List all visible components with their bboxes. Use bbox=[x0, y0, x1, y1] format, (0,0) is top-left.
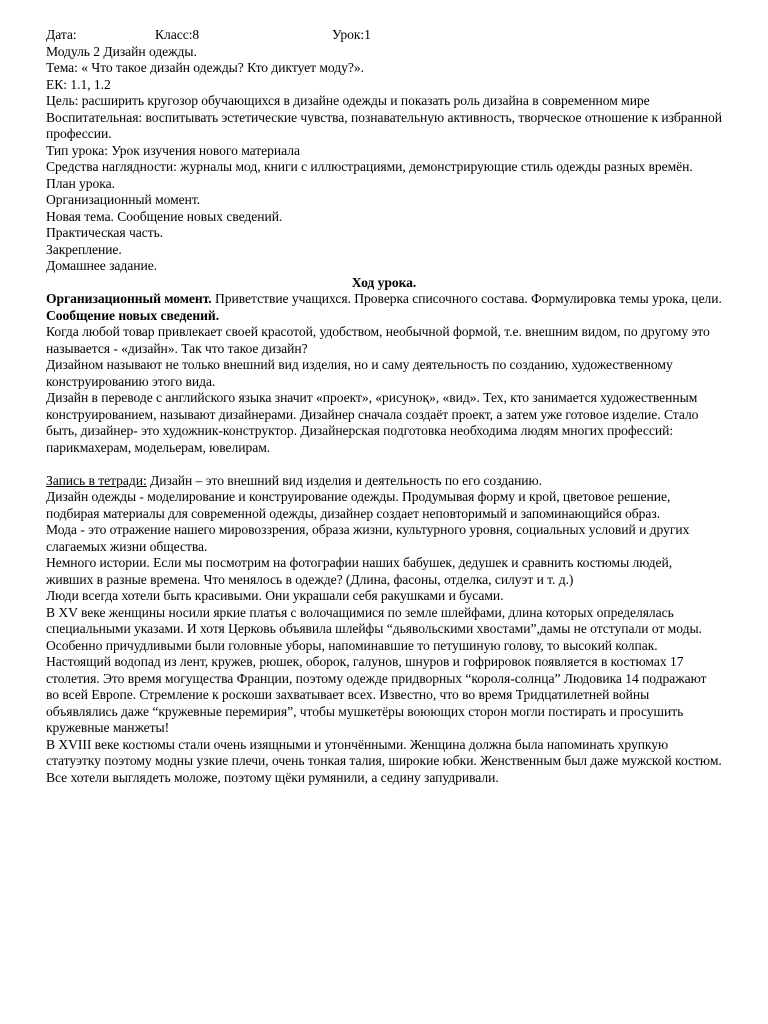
meta-line: Новая тема. Сообщение новых сведений. bbox=[46, 208, 283, 224]
paragraph: Особенно причудливыми были головные уборы, напоминавшие то петушиную голову, то высокий колпак. bbox=[46, 637, 658, 653]
paragraph: Настоящий водопад из лент, кружев, рюшек, оборок, галунов, шнуров и гофрировок появляется в костюмах 17 столетия. Это время могущества Франции, поэтому одежде придворных “короля-солнца” Людовика 14 подражают во всей Европе. Стремление к роскоши захватывает всех. Известно, что во время Тридцатилетней войны объявлялись даже “кружевные перемирия”, чтобы мушкетёры воюющих сторон могли постирать и просушить кружевные манжеты! bbox=[46, 654, 707, 735]
notebook-label: Запись в тетради: bbox=[46, 472, 147, 488]
meta-line: Тип урока: Урок изучения нового материала bbox=[46, 142, 300, 158]
meta-line: Средства наглядности: журналы мод, книги с иллюстрациями, демонстрирующие стиль одежды разных времён. bbox=[46, 159, 693, 174]
document-page bbox=[46, 27, 722, 786]
meta-block bbox=[46, 44, 722, 275]
class-label: Класс:8 bbox=[155, 27, 200, 42]
paragraph: Дизайном называют не только внешний вид изделия, но и саму деятельность по созданию, художественному конструированию этого вида. bbox=[46, 357, 673, 389]
meta-line: Домашнее задание. bbox=[46, 258, 158, 273]
paragraph: В XVIII веке костюмы стали очень изящными и утончёнными. Женщина должна была напоминать хрупкую статуэтку поэтому модны узкие плечи, очень тонкая талия, широкие юбки. Женственным был даже мужской костюм. Все хотели выглядеть моложе, поэтому щёки румянили, а седину запудривали. bbox=[46, 736, 722, 785]
meta-line: ЕК: 1.1, 1.2 bbox=[46, 76, 111, 92]
new-info-heading: Сообщение новых сведений. bbox=[46, 307, 220, 323]
org-moment-text: Приветствие учащихся. Проверка списочного состава. Формулировка темы урока, цели. bbox=[211, 291, 722, 306]
course-heading: Ход урока. bbox=[351, 274, 417, 290]
meta-line: План урока. bbox=[46, 175, 115, 191]
paragraph: Дизайн одежды - моделирование и конструирование одежды. Продумывая форму и крой, цветовое решение, подбирая материалы для современной одежды, дизайнер создает неповторимый и запоминающийся образ. bbox=[46, 489, 671, 521]
date-label: Дата: bbox=[46, 27, 77, 42]
meta-line: Цель: расширить кругозор обучающихся в дизайне одежды и показать роль дизайна в современном мире bbox=[46, 93, 650, 108]
org-moment-paragraph bbox=[46, 291, 722, 308]
notebook-paragraph bbox=[46, 473, 722, 490]
paragraph: В XV веке женщины носили яркие платья с волочащимися по земле шлейфами, длина которых определялась специальными указами. И хотя Церковь объявила шлейфы “дьявольскими хвостами”,дамы не отступали от моды. bbox=[46, 604, 702, 636]
paragraph: Немного истории. Если мы посмотрим на фотографии наших бабушек, дедушек и сравнить костюмы людей, живших в разные времена. Что менялось в одежде? (Длина, фасоны, отделка, силуэт и т. д.) bbox=[46, 555, 673, 587]
meta-line: Модуль 2 Дизайн одежды. bbox=[46, 43, 197, 59]
meta-line: Закрепление. bbox=[46, 241, 122, 257]
paragraph: Люди всегда хотели быть красивыми. Они украшали себя ракушками и бусами. bbox=[46, 588, 504, 603]
org-moment-label: Организационный момент. bbox=[46, 291, 212, 306]
paragraph: Когда любой товар привлекает своей красотой, удобством, необычной формой, т.е. внешним видом, по другому это называется - «дизайн». Так что такое дизайн? bbox=[46, 324, 710, 356]
meta-line: Тема: « Что такое дизайн одежды? Кто диктует моду?». bbox=[46, 60, 364, 75]
paragraph: Дизайн в переводе с английского языка значит «проект», «рисуноқ», «вид». Тех, кто занимается художественным конструированием, называют дизайнерами. Дизайнер сначала создаёт проект, а затем уже готовое изделие. Стало быть, дизайнер- это художник-конструктор. Дизайнерская подготовка необходима людям многих профессий: парикмахерам, модельерам, ювелирам. bbox=[46, 390, 699, 455]
lesson-label: Урок:1 bbox=[332, 27, 371, 42]
blank-line bbox=[46, 456, 722, 473]
meta-line: Практическая часть. bbox=[46, 225, 164, 240]
header-row bbox=[46, 27, 722, 44]
paragraph: Мода - это отражение нашего мировоззрения, образа жизни, культурного уровня, социальных условий и других слагаемых жизни общества. bbox=[46, 522, 690, 554]
notebook-text: Дизайн – это внешний вид изделия и деятельность по его созданию. bbox=[146, 472, 542, 488]
meta-line: Организационный момент. bbox=[46, 192, 201, 207]
meta-line: Воспитательная: воспитывать эстетические чувства, познавательную активность, творческое отношение к избранной профессии. bbox=[46, 109, 722, 141]
